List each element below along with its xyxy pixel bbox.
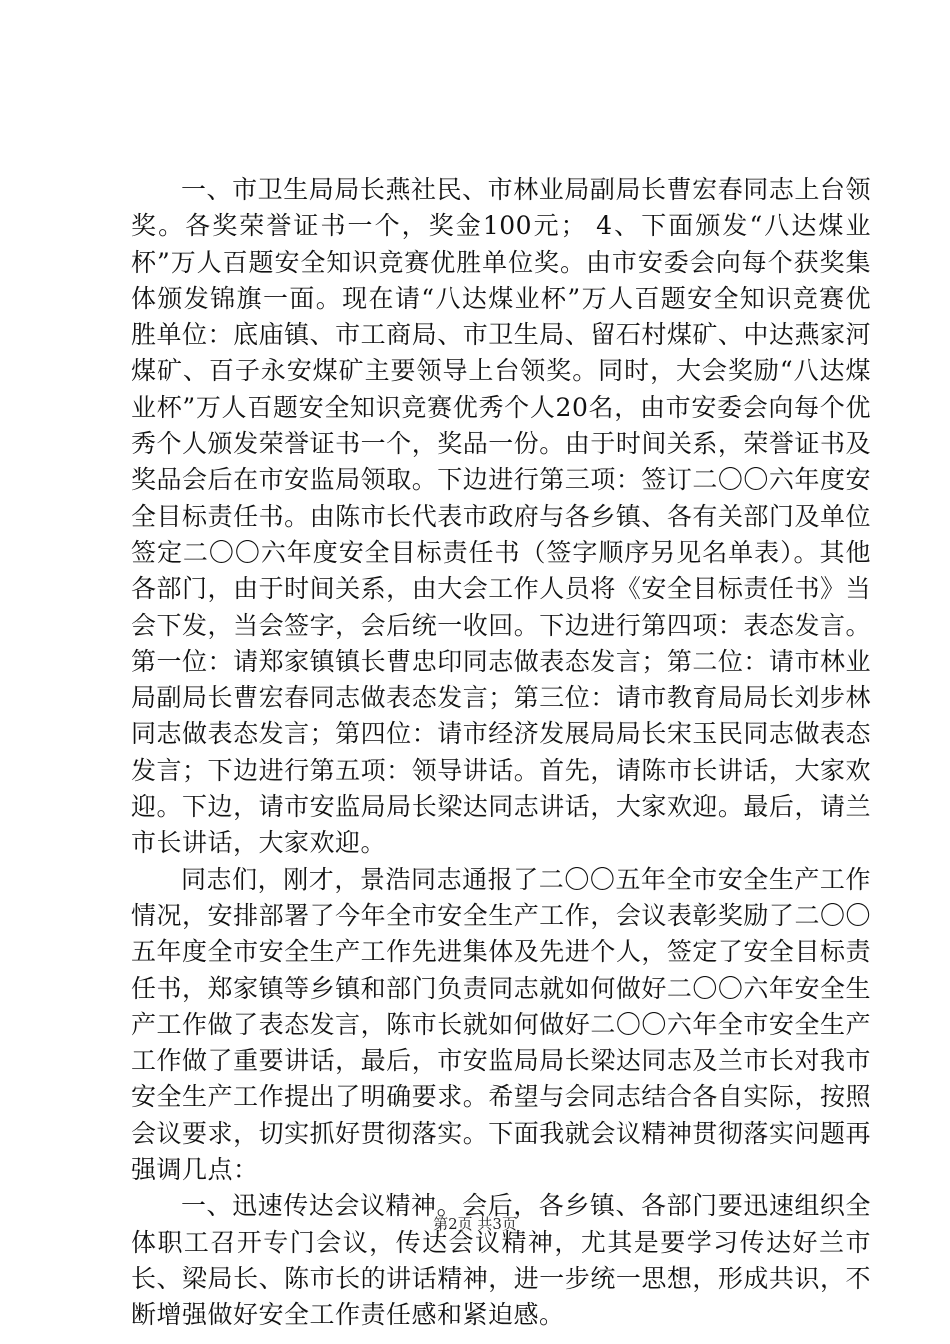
document-body bbox=[131, 172, 871, 1334]
paragraph-awards-and-agenda: 一、市卫生局局长燕社民、市林业局副局长曹宏春同志上台领奖。各奖荣誉证书一个，奖金100元； 4、下面颁发“八达煤业杯”万人百题安全知识竞赛优胜单位奖。由市安委会向每个获奖集体颁发锦旗一面。现在请“八达煤业杯”万人百题安全知识竞赛优胜单位：底庙镇、市工商局、市卫生局、留石村煤矿、中达燕家河煤矿、百子永安煤矿主要领导上台领奖。同时，大会奖励“八达煤业杯”万人百题安全知识竞赛优秀个人20名，由市安委会向每个优秀个人颁发荣誉证书一个，奖品一份。由于时间关系，荣誉证书及奖品会后在市安监局领取。下边进行第三项：签订二〇〇六年度安全目标责任书。由陈市长代表市政府与各乡镇、各有关部门及单位签定二〇〇六年度安全目标责任书（签字顺序另见名单表）。其他各部门，由于时间关系，由大会工作人员将《安全目标责任书》当会下发，当会签字，会后统一收回。下边进行第四项：表态发言。第一位：请郑家镇镇长曹忠印同志做表态发言；第二位：请市林业局副局长曹宏春同志做表态发言；第三位：请市教育局局长刘步林同志做表态发言；第四位：请市经济发展局局长宋玉民同志做表态发言；下边进行第五项：领导讲话。首先，请陈市长讲话，大家欢迎。下边，请市安监局局长梁达同志讲话，大家欢迎。最后，请兰市长讲话，大家欢迎。 bbox=[131, 175, 871, 858]
paragraph-meeting-summary: 同志们，刚才，景浩同志通报了二〇〇五年全市安全生产工作情况，安排部署了今年全市安全生产工作，会议表彰奖励了二〇〇五年度全市安全生产工作先进集体及先进个人，签定了安全目标责任书，郑家镇等乡镇和部门负责同志就如何做好二〇〇六年安全生产工作做了表态发言，陈市长就如何做好二〇〇六年全市安全生产工作做了重要讲话，最后，市安监局局长梁达同志及兰市长对我市安全生产工作提出了明确要求。希望与会同志结合各自实际，按照会议要求，切实抓好贯彻落实。下面我就会议精神贯彻落实问题再强调几点： bbox=[131, 864, 871, 1185]
page-number-footer: 第2页 共3页 bbox=[433, 1215, 517, 1233]
paragraph-convey-spirit: 一、迅速传达会议精神。会后，各乡镇、各部门要迅速组织全体职工召开专门会议，传达会议精神，尤其是要学习传达好兰市长、梁局长、陈市长的讲话精神，进一步统一思想，形成共识，不断增强做好安全工作责任感和紧迫感。 bbox=[131, 1191, 871, 1330]
